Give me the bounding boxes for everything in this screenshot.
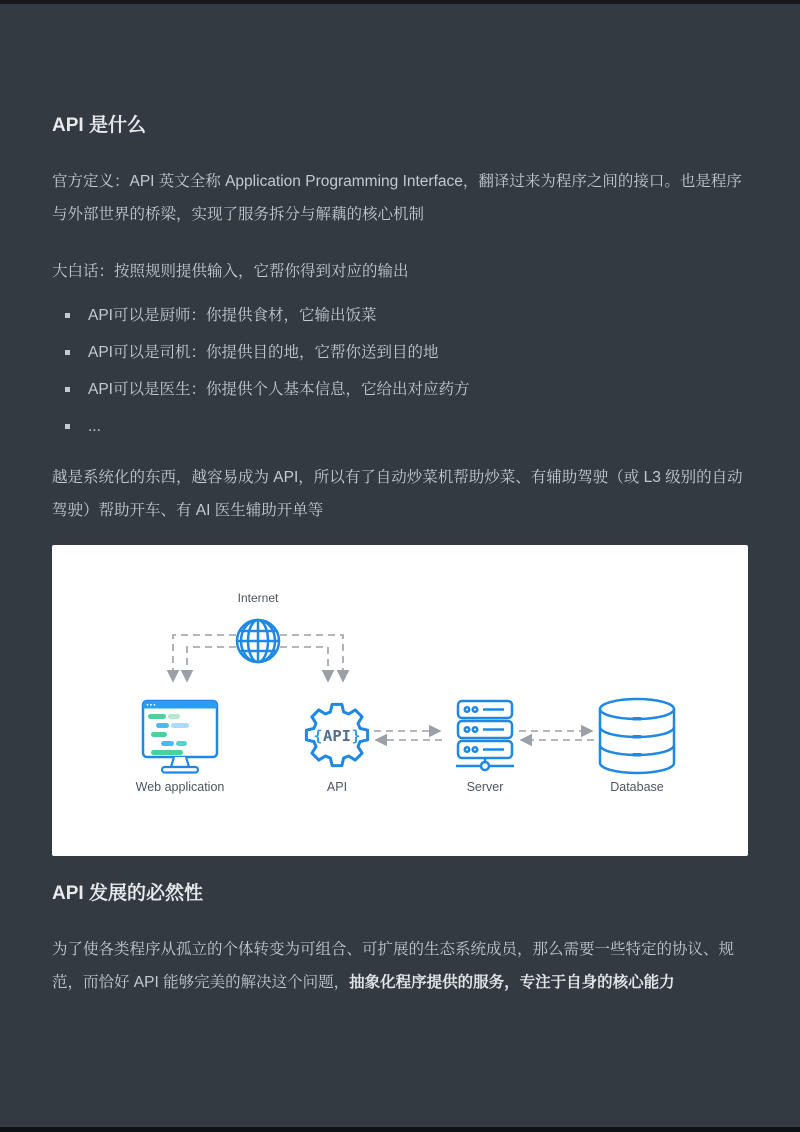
- web-application-icon: [143, 701, 217, 773]
- bottom-edge-bar: [0, 1127, 800, 1132]
- server-icon: [456, 701, 514, 770]
- paragraph-official-definition: 官方定义：API 英文全称 Application Programming Interface，翻译过来为程序之间的接口。也是程序与外部世界的桥梁，实现了服务拆分与解藕的核心机制: [52, 173, 742, 223]
- list-item: [65, 378, 748, 402]
- list-item-text: ...: [88, 418, 101, 435]
- bullet-square-icon: [65, 350, 70, 355]
- web-application-label: Web application: [135, 780, 225, 794]
- internet-to-webapp-arrows: [173, 635, 236, 681]
- server-label: Server: [466, 780, 504, 794]
- internet-to-api-arrows: [280, 635, 343, 681]
- paragraph-normal-text: 为了使各类程序从孤立的个体转变为可组合、可扩展的生态系统成员，那么需要一些特定的协议、规范，而恰好 API 能够完美的解决这个问题，: [52, 941, 735, 991]
- paragraph-plain-words: 大白话：按照规则提供输入，它帮你得到对应的输出: [52, 263, 409, 280]
- list-item-text: API可以是司机：你提供目的地，它帮你送到目的地: [88, 344, 439, 361]
- api-icon-text: API: [323, 727, 351, 745]
- list-item: [65, 415, 748, 439]
- list-item-text: API可以是厨师：你提供食材，它输出饭菜: [88, 307, 377, 324]
- embedded-diagram: [52, 545, 748, 856]
- top-edge-bar: [0, 0, 800, 4]
- list-item: [65, 304, 748, 328]
- paragraph-bold-text: 抽象化程序提供的服务，专注于自身的核心能力: [349, 974, 675, 991]
- api-icon-brace-left: {: [313, 727, 323, 745]
- bullet-square-icon: [65, 424, 70, 429]
- bullet-square-icon: [65, 387, 70, 392]
- server-database-arrows: [519, 731, 594, 740]
- list-item-text: API可以是医生：你提供个人基本信息，它给出对应药方: [88, 381, 470, 398]
- internet-label: Internet: [237, 591, 279, 605]
- list-item: [65, 341, 748, 365]
- api-icon-brace-right: }: [351, 727, 361, 745]
- bullet-square-icon: [65, 313, 70, 318]
- api-gear-icon: [306, 704, 367, 765]
- globe-icon: [237, 620, 279, 662]
- api-server-arrows: [374, 731, 442, 740]
- paragraph-systematic-things: 越是系统化的东西，越容易成为 API，所以有了自动炒菜机帮助炒菜、有辅助驾驶（或 L3 级别的自动驾驶）帮助开车、有 AI 医生辅助开单等: [52, 469, 743, 519]
- section-heading-api-inevitability: API 发展的必然性: [52, 883, 203, 904]
- database-label: Database: [610, 780, 664, 794]
- api-examples-list: [52, 304, 748, 439]
- paragraph-api-inevitability: [52, 933, 748, 999]
- section-heading-what-is-api: API 是什么: [52, 115, 146, 136]
- api-label: API: [326, 780, 348, 794]
- api-architecture-diagram: [52, 545, 748, 856]
- database-icon: [600, 699, 674, 773]
